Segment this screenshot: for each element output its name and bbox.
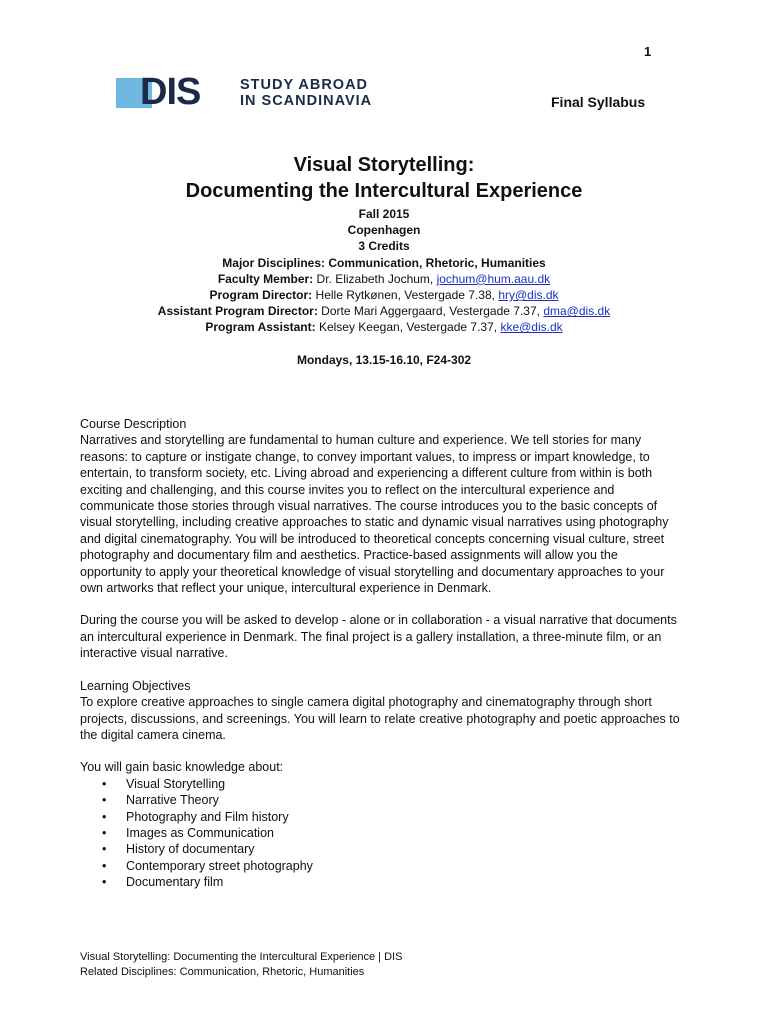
- major-value: Communication, Rhetoric, Humanities: [328, 255, 546, 270]
- list-item: • Visual Storytelling: [102, 776, 226, 791]
- learning-objectives-para: To explore creative approaches to single camera digital photography and cinematography through short projects, discussions, and screenings. You will learn to relate creative photography and poetic approaches to the digital camera cinema.: [80, 695, 680, 742]
- assistant-director-name: Dorte Mari Aggergaard, Vestergade 7.37,: [321, 304, 540, 319]
- list-item: • Contemporary street photography: [102, 858, 313, 873]
- bullet-icon: •: [102, 842, 107, 857]
- major-label: Major Disciplines:: [222, 255, 325, 270]
- assistant-director-label: Assistant Program Director:: [157, 304, 318, 319]
- assistant-director-email-link[interactable]: dma@dis.dk: [543, 304, 611, 319]
- list-item: • Documentary film: [102, 875, 224, 890]
- bullet-icon: •: [102, 875, 107, 890]
- course-description-para1: Narratives and storytelling are fundamental to human culture and experience. We tell stories for many reasons: to capture or instigate change, to convey important values, to impress or impart knowledge, to entertain, to transform society, etc. Living abroad and experiencing a different culture from within is both exciting and challenging, and this course invites you to reflect on the intercultural experience and communicate those stories through visual narratives. The course introduces you to the basic concepts of visual storytelling, including creative approaches to static and dynamic visual narratives using photography and digital cinematography. You will be introduced to theoretical concepts concerning visual culture, street photography and documentary film and aesthetics. Practice-based assignments will allow you the opportunity to apply your theoretical knowledge of visual storytelling and documentary approaches to your own artworks that reflect your unique, intercultural experience in Denmark.: [80, 433, 669, 596]
- major-disciplines: [0, 255, 768, 271]
- bullet-icon: •: [102, 776, 107, 791]
- final-syllabus-label: Final Syllabus: [551, 94, 646, 110]
- course-description-heading: Course Description: [80, 417, 187, 431]
- page-footer: [80, 950, 402, 980]
- list-item: • Narrative Theory: [102, 793, 219, 808]
- location: Copenhagen: [347, 223, 421, 238]
- syllabus-body: [80, 416, 680, 891]
- footer-line1: Visual Storytelling: Documenting the Intercultural Experience | DIS: [80, 951, 403, 963]
- footer-line2: Related Disciplines: Communication, Rhetoric, Humanities: [80, 966, 365, 978]
- learning-objectives-heading: Learning Objectives: [80, 678, 191, 693]
- course-title-line2: Documenting the Intercultural Experience: [185, 180, 583, 202]
- logo-tagline-line1: STUDY ABROAD: [240, 77, 369, 93]
- bullet-icon: •: [102, 809, 107, 824]
- program-assistant-label: Program Assistant:: [205, 320, 316, 335]
- logo-tagline: [240, 77, 372, 109]
- faculty-member: [0, 271, 768, 287]
- program-assistant: [0, 319, 768, 335]
- credits: 3 Credits: [358, 239, 410, 254]
- program-assistant-name: Kelsey Keegan, Vestergade 7.37,: [318, 320, 498, 335]
- page-number: 1: [644, 44, 652, 59]
- faculty-email-link[interactable]: jochum@hum.aau.dk: [436, 271, 551, 286]
- course-header: [0, 152, 768, 367]
- logo-mark: DIS: [140, 71, 201, 113]
- assistant-program-director: [0, 303, 768, 319]
- bullet-icon: •: [102, 858, 107, 873]
- knowledge-intro: You will gain basic knowledge about:: [80, 760, 284, 775]
- class-schedule: Mondays, 13.15-16.10, F24-302: [296, 352, 472, 367]
- program-director-name: Helle Rytkønen, Vestergade 7.38,: [315, 288, 495, 303]
- program-director-email-link[interactable]: hry@dis.dk: [498, 288, 559, 303]
- course-title-line1: Visual Storytelling:: [293, 154, 475, 176]
- faculty-label: Faculty Member:: [217, 271, 314, 286]
- course-description-para2: During the course you will be asked to develop - alone or in collaboration - a visual narrative that documents an intercultural experience in Denmark. The final project is a gallery installation, a three-minute film, or an interactive visual narrative.: [80, 613, 677, 661]
- list-item: • Photography and Film history: [102, 809, 289, 824]
- faculty-name: Dr. Elizabeth Jochum,: [316, 271, 434, 286]
- logo-tagline-line2: IN SCANDINAVIA: [240, 93, 373, 109]
- bullet-icon: •: [102, 825, 107, 840]
- program-director-label: Program Director:: [209, 288, 313, 303]
- knowledge-list: [80, 776, 680, 891]
- bullet-icon: •: [102, 793, 107, 808]
- list-item: • History of documentary: [102, 842, 255, 857]
- program-director: [0, 287, 768, 303]
- list-item: • Images as Communication: [102, 825, 274, 840]
- term: Fall 2015: [358, 207, 410, 221]
- dis-logo: [116, 71, 396, 113]
- program-assistant-email-link[interactable]: kke@dis.dk: [500, 320, 563, 335]
